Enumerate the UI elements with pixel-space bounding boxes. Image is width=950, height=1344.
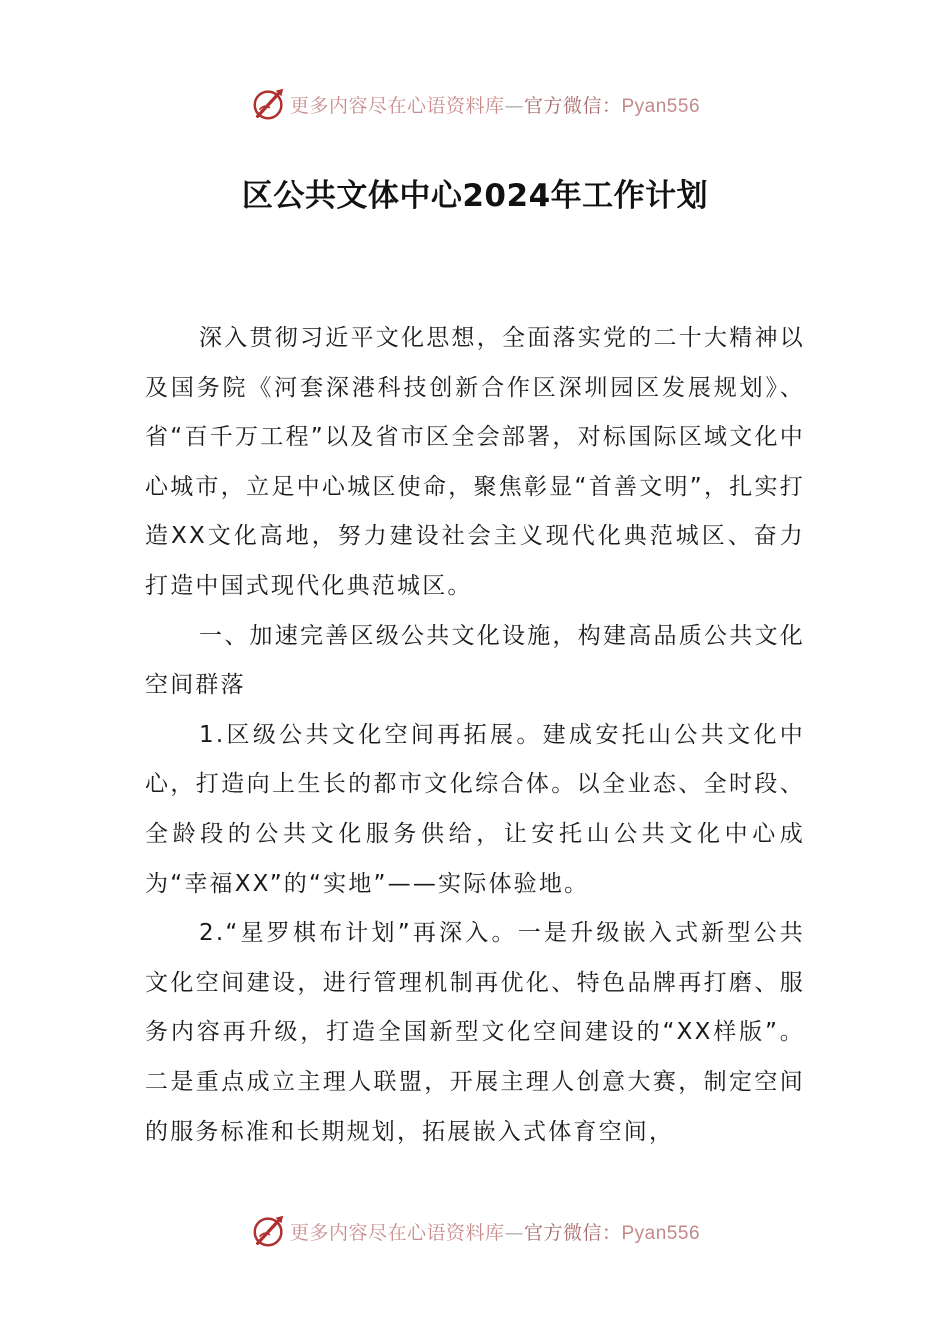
paragraph: 深入贯彻习近平文化思想，全面落实党的二十大精神以及国务院《河套深港科技创新合作区深圳园区发展规划》、省“百千万工程”以及省市区全会部署，对标国际区域文化中心城市，立足中心城区使命，聚焦彰显“首善文明”，扎实打造XX文化高地，努力建设社会主义现代化典范城区、奋力打造中国式现代化典范城区。 — [145, 325, 805, 599]
footer-separator: — — [504, 1221, 524, 1244]
footer-banner — [0, 1211, 950, 1251]
header-wechat-label: 官方微信： — [523, 94, 622, 117]
header-wechat-id: Pyan556 — [621, 95, 701, 117]
pen-logo-icon — [250, 85, 288, 123]
pen-logo-icon — [250, 1212, 288, 1250]
document-body — [145, 314, 805, 1157]
header-banner-text: 更多内容尽在心语资料库 — [289, 94, 505, 117]
paragraph: 1.区级公共文化空间再拓展。建成安托山公共文化中心，打造向上生长的都市文化综合体。以全业态、全时段、全龄段的公共文化服务供给，让安托山公共文化中心成为“幸福XX”的“实地”——实际体验地。 — [145, 721, 805, 897]
footer-wechat-label: 官方微信： — [523, 1221, 622, 1244]
page-title: 区公共文体中心2024年工作计划 — [241, 178, 709, 214]
footer-wechat-id: Pyan556 — [621, 1222, 701, 1244]
section-heading: 一、加速完善区级公共文化设施，构建高品质公共文化空间群落 — [145, 622, 805, 699]
paragraph: 2.“星罗棋布计划”再深入。一是升级嵌入式新型公共文化空间建设，进行管理机制再优化、特色品牌再打磨、服务内容再升级，打造全国新型文化空间建设的“XX样版”。二是重点成立主理人联盟，开展主理人创意大赛，制定空间的服务标准和长期规划，拓展嵌入式体育空间， — [145, 920, 805, 1145]
header-banner — [0, 84, 950, 124]
header-separator: — — [504, 94, 524, 117]
footer-banner-text: 更多内容尽在心语资料库 — [289, 1221, 505, 1244]
